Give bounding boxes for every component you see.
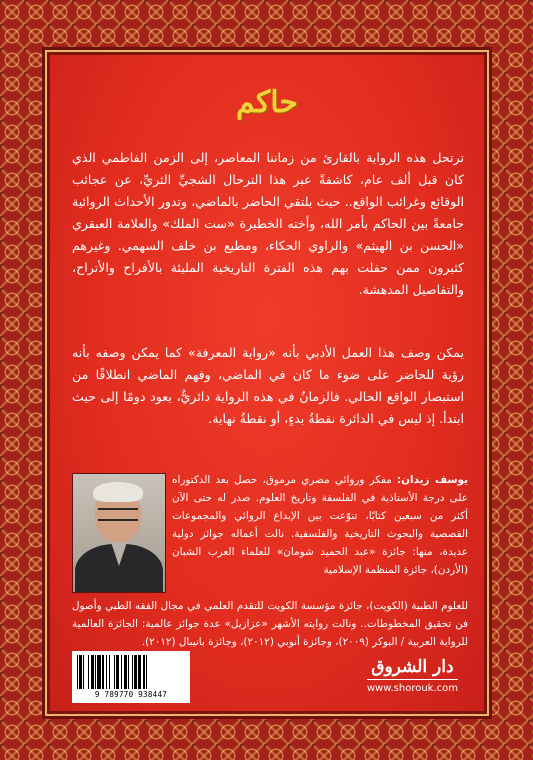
publisher-divider (367, 679, 458, 680)
isbn-number: 9 789770 938447 (94, 690, 168, 699)
author-bio (172, 471, 468, 579)
author-photo-hair (93, 482, 143, 502)
publisher-name: دار الشروق (371, 657, 454, 677)
text-panel (47, 52, 487, 714)
barcode-stripe (147, 655, 148, 689)
isbn-barcode (72, 651, 190, 703)
author-bio-continued: للعلوم الطبية (الكويت)، جائزة مؤسسة الكويت للتقدم العلمي في مجال الفقه الطبي وأصول فن تحقيق المخطوطات.. ونالت روايته الأشهر «عزازيل» عدة جوائز عالمية: الجائزة العالمية للرواية العربية / البوكر (٢٠٠٩)، وجائزة أنوبي (٢٠١٢)، وجائزة بانيبال (٢٠١٢). (72, 600, 468, 648)
synopsis-paragraph-2: يمكن وصف هذا العمل الأدبي بأنه «رواية المعرفة» كما يمكن وصفه بأنه رؤية للحاضر على ضوء ما كان في الماضي، وفهم الماضي انطلاقًا من استبصار الواقع الحالي. فالزمانُ في هذه الرواية دائريٌّ، يعود دومًا إلى حيث ابتدأ. إذ ليس في الدائرة نقطةُ بدءٍ، أو نقطةُ نهاية. (72, 345, 464, 426)
author-name: يوسف زيدان: (397, 474, 468, 486)
barcode-bars (77, 655, 185, 689)
author-photo (72, 473, 166, 593)
author-bio-text: مفكر وروائي مصري مرموق، حصل بعد الدكتوراه على درجة الأستاذية في الفلسفة وتاريخ العلوم. صدر له حتى الآن أكثر من سبعين كتابًا، تنوّعت بين الإبداع الروائي والمجموعات القصصية والبحوث التاريخية والفلسفية. نالت أعماله جوائز دولية عديدة، منها: جائزة «عبد الحميد شومان» للعلماء العرب الشبان (الأردن)، جائزة المنظمة الإسلامية (172, 474, 468, 576)
synopsis-paragraph-1: ترتحل هذه الرواية بالقارئ من زماننا المعاصر، إلى الزمن الفاطمي الذي كان قبل ألف عام، كاشفةً عبر هذا الترحال الشجيِّ الثريِّ، عن عجائب الوقائع وغرائب الواقع.. حيث يلتقي الحاضر بالماضي، وتدور الأحداث الروائية جامعةً بين الحاكم بأمر الله، وأخته الخطيرة «ست الملك» والعلامة العبقري «الحسن بن الهيثم» والراوي الحكاء، ومطيع بن خلف السهمي. وغيرهم كثيرون ممن حفلت بهم هذه الفترة التاريخية المليئة بالأفراح والأتراح، والتفاصيل المدهشة. (72, 150, 464, 297)
publisher-logo (367, 657, 458, 696)
book-title: حاكم (236, 85, 298, 120)
publisher-website: www.shorouk.com (366, 683, 458, 694)
author-photo-glasses (98, 508, 138, 521)
